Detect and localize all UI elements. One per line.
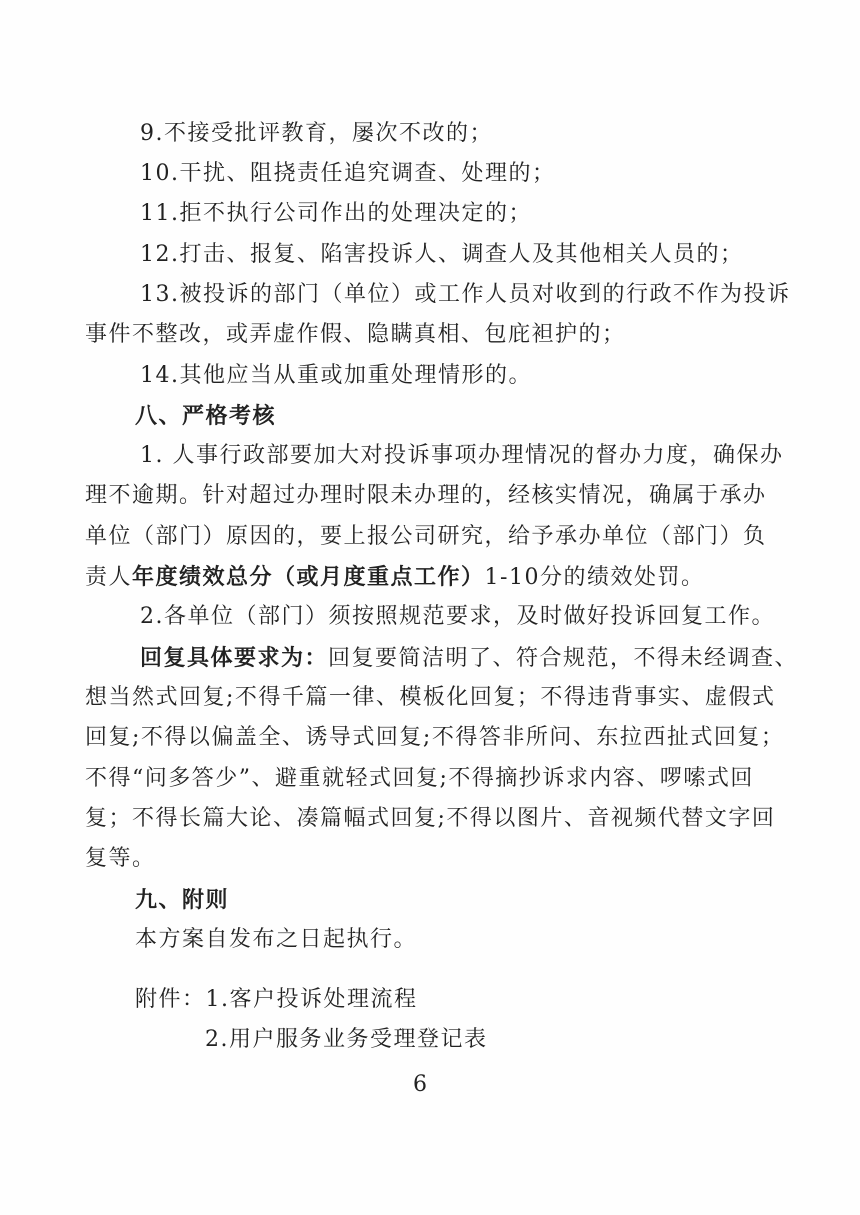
item-10: 10.干扰、阻挠责任追究调查、处理的； [140,161,556,186]
reply-label: 回复具体要求为： [140,645,329,671]
item-9: 9.不接受批评教育，屡次不改的； [140,121,493,146]
section-9-text: 本方案自发布之日起执行。 [135,927,418,952]
s8-p2: 2.各单位（部门）须按照规范要求，及时做好投诉回复工作。 [140,604,775,629]
item-12: 12.打击、报复、陷害投诉人、调查人及其他相关人员的； [140,242,744,267]
s8-p1-line-2: 理不逾期。针对超过办理时限未办理的，经核实情况，确属于承办 [85,483,767,508]
reply-line-5: 复；不得长篇大论、凑篇幅式回复;不得以图片、音视频代替文字回 [85,806,776,831]
attachments-line-1 [135,985,418,1015]
attachment-item-2: 2.用户服务业务受理登记表 [205,1027,488,1052]
s8-p1-line-4-bold: 年度绩效总分（或月度重点工作） [132,564,485,590]
attachment-item-1: 1.客户投诉处理流程 [205,987,418,1012]
item-11: 11.拒不执行公司作出的处理决定的； [140,201,532,226]
reply-line-1 [140,643,798,674]
reply-line-4: 不得“问多答少”、避重就轻式回复;不得摘抄诉求内容、啰嗦式回 [85,766,754,791]
item-13-line-2: 事件不整改，或弄虚作假、隐瞒真相、包庇袒护的； [85,322,626,347]
page-number: 6 [413,1072,427,1097]
s8-p1-line-1: 1. 人事行政部要加大对投诉事项办理情况的督办力度，确保办 [140,443,784,468]
reply-line-3: 回复;不得以偏盖全、诱导式回复;不得答非所问、东拉西扯式回复； [85,725,785,750]
section-9-heading: 九、附则 [135,887,230,913]
reply-line-1-text: 回复要简洁明了、符合规范，不得未经调查、 [328,646,799,671]
s8-p1-line-4 [85,562,704,593]
item-14: 14.其他应当从重或加重处理情形的。 [140,363,532,388]
item-13-line-1: 13.被投诉的部门（单位）或工作人员对收到的行政不作为投诉 [140,282,791,307]
s8-p1-line-4-post: 1-10分的绩效处罚。 [484,565,705,590]
reply-line-2: 想当然式回复;不得千篇一律、模板化回复；不得违背事实、虚假式 [85,685,776,710]
attachments-label: 附件： [135,987,206,1012]
reply-line-6: 复等。 [85,846,156,871]
section-8-heading: 八、严格考核 [135,403,277,429]
s8-p1-line-3: 单位（部门）原因的，要上报公司研究，给予承办单位（部门）负 [85,524,767,549]
s8-p1-line-4-pre: 责人 [85,565,133,590]
